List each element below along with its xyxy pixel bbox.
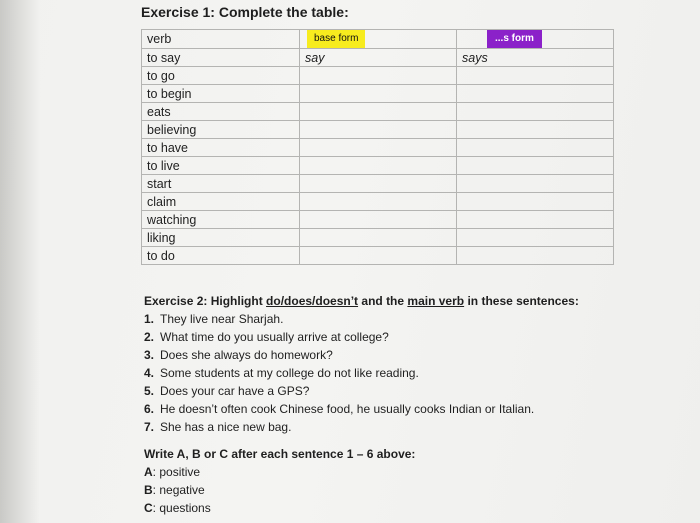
table-row [142,139,614,157]
s-form-cell[interactable] [457,211,614,229]
table-row [142,247,614,265]
sentence-number: 6. [144,402,155,416]
sentence-text: Does she always do homework? [160,348,333,362]
sentence-text: She has a nice new bag. [160,420,292,434]
option-b [144,481,544,499]
table-row [142,229,614,247]
sentence-number: 2. [144,330,155,344]
list-item [144,382,664,400]
base-form-cell[interactable] [300,193,457,211]
base-form-highlight: base form [307,30,365,48]
sentence-number: 7. [144,420,155,434]
base-form-cell[interactable] [300,103,457,121]
verb-cell: to do [142,247,300,265]
verb-cell: start [142,175,300,193]
header-base-form [300,30,457,49]
base-form-cell[interactable] [300,157,457,175]
option-text: : questions [152,501,211,515]
base-form-cell[interactable] [300,121,457,139]
list-item [144,328,664,346]
option-letter: A [144,465,153,479]
verb-cell: claim [142,193,300,211]
exercise2-title-prefix: Exercise 2: Highlight [144,294,267,308]
verb-cell: to say [142,49,300,67]
exercise2-title-underline-2: main verb [407,294,465,308]
exercise2-section [144,292,664,436]
option-c [144,499,544,517]
verb-cell: to have [142,139,300,157]
sentence-number: 3. [144,348,155,362]
verb-cell: eats [142,103,300,121]
sentence-text: They live near Sharjah. [160,312,284,326]
option-letter: B [144,483,153,497]
s-form-cell[interactable] [457,247,614,265]
s-form-cell[interactable] [457,229,614,247]
header-s-form [457,30,614,49]
exercise3-instruction: Write A, B or C after each sentence 1 – 6 above: [144,447,416,461]
exercise3-section [144,445,544,517]
option-a [144,463,544,481]
table-row [142,121,614,139]
s-form-cell[interactable]: says [457,49,614,67]
page-shadow [0,0,40,523]
sentence-text: What time do you usually arrive at college? [160,330,389,344]
s-form-cell[interactable] [457,103,614,121]
s-form-cell[interactable] [457,193,614,211]
base-form-cell[interactable] [300,211,457,229]
verb-cell: to go [142,67,300,85]
list-item [144,364,664,382]
sentence-number: 5. [144,384,155,398]
exercise1-title: Exercise 1: Complete the table: [141,4,349,20]
exercise2-title-mid: and the [358,294,408,308]
s-form-highlight: ...s form [487,30,542,48]
sentence-text: Some students at my college do not like reading. [160,366,419,380]
list-item [144,346,664,364]
verb-cell: believing [142,121,300,139]
base-form-cell[interactable] [300,247,457,265]
verb-cell: to begin [142,85,300,103]
list-item [144,400,664,418]
verb-cell: liking [142,229,300,247]
s-form-cell[interactable] [457,121,614,139]
table-row [142,85,614,103]
table-row [142,49,614,67]
base-form-cell[interactable] [300,229,457,247]
s-form-cell[interactable] [457,85,614,103]
verb-cell: watching [142,211,300,229]
list-item [144,310,664,328]
exercise2-title-underline-1: do/does/doesn’t [266,294,359,308]
sentence-list [144,310,664,436]
table-row [142,193,614,211]
sentence-number: 1. [144,312,155,326]
s-form-cell[interactable] [457,175,614,193]
base-form-cell[interactable] [300,67,457,85]
exercise2-title-suffix: in these sentences: [464,294,579,308]
base-form-cell[interactable]: say [300,49,457,67]
table-row [142,211,614,229]
exercise2-title [144,292,664,310]
base-form-cell[interactable] [300,175,457,193]
table-row [142,157,614,175]
list-item [144,418,664,436]
option-text: : negative [152,483,205,497]
base-form-cell[interactable] [300,85,457,103]
verb-table [141,29,614,265]
sentence-text: He doesn’t often cook Chinese food, he usually cooks Indian or Italian. [160,402,535,416]
sentence-text: Does your car have a GPS? [160,384,310,398]
base-form-cell[interactable] [300,139,457,157]
s-form-cell[interactable] [457,67,614,85]
table-row [142,67,614,85]
verb-cell: to live [142,157,300,175]
s-form-cell[interactable] [457,157,614,175]
sentence-number: 4. [144,366,155,380]
table-row [142,103,614,121]
table-header-row [142,30,614,49]
option-letter: C [144,501,153,515]
table-row [142,175,614,193]
s-form-cell[interactable] [457,139,614,157]
option-text: : positive [152,465,201,479]
header-verb: verb [142,30,300,49]
